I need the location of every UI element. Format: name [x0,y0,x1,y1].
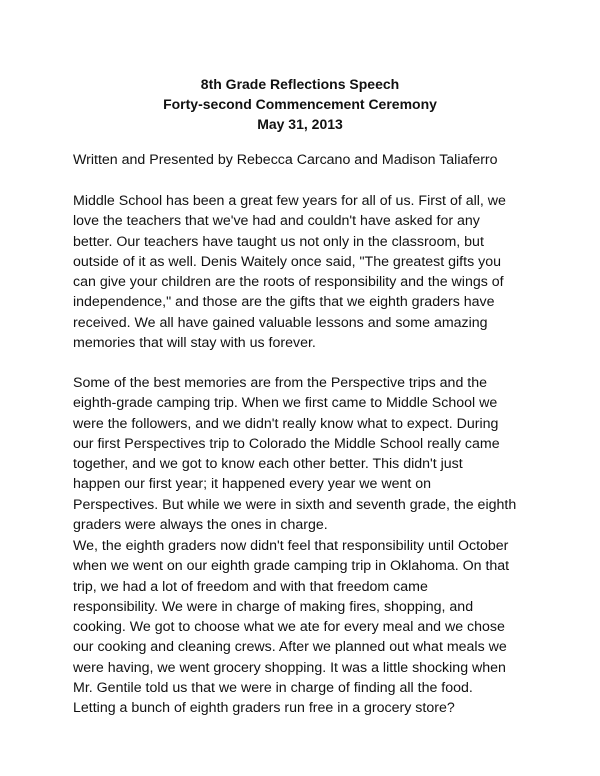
paragraph-line: happen our first year; it happened every year we went on [73,476,432,493]
paragraph-line: love the teachers that we've had and couldn't have asked for any [73,213,480,230]
paragraph-line: memories that will stay with us forever. [73,335,316,352]
paragraph-line: Middle School has been a great few years for all of us. First of all, we [73,193,506,209]
paragraph-line: Perspectives. But while we were in sixth and seventh grade, the eighth [73,496,517,513]
title-block [0,74,600,134]
paragraph-2 [73,373,573,535]
paragraph-line: graders were always the ones in charge. [73,517,328,534]
paragraph-line: can give your children are the roots of responsibility and the wings of [73,274,504,291]
paragraph-line: when we went on our eighth grade camping trip in Oklahoma. On that [73,558,510,575]
paragraph-line: our first Perspectives trip to Colorado the Middle School really came [73,435,500,452]
paragraph-line: received. We all have gained valuable lessons and some amazing [73,314,488,331]
speech-title: 8th Grade Reflections Speech [200,76,400,92]
paragraph-line: eighth-grade camping trip. When we first came to Middle School we [73,395,498,412]
paragraph-line: Letting a bunch of eighth graders run free in a grocery store? [73,700,455,717]
speech-date: May 31, 2013 [257,116,343,132]
paragraph-line: outside of it as well. Denis Waitely once said, "The greatest gifts you [73,253,501,270]
paragraph-line: Some of the best memories are from the Perspective trips and the [73,375,487,391]
paragraph-line: were the followers, and we didn't really know what to expect. During [73,415,499,432]
paragraph-line: Mr. Gentile told us that we were in charge of finding all the food. [73,680,473,697]
paragraph-line: our cooking and cleaning crews. After we planned out what meals we [73,639,507,656]
paragraph-1 [73,191,573,353]
paragraph-line: independence," and those are the gifts that we eighth graders have [73,294,495,311]
paragraph-3 [73,536,573,719]
paragraph-line: better. Our teachers have taught us not only in the classroom, but [73,233,484,250]
paragraph-line: responsibility. We were in charge of making fires, shopping, and [73,598,474,615]
paragraph-line: together, and we got to know each other better. This didn't just [73,456,463,473]
paragraph-line: We, the eighth graders now didn't feel that responsibility until October [73,538,509,554]
paragraph-line: were having, we went grocery shopping. It was a little shocking when [73,659,506,676]
author-byline: Written and Presented by Rebecca Carcano and Madison Taliaferro [73,152,498,168]
ceremony-subtitle: Forty-second Commencement Ceremony [163,96,437,112]
paragraph-line: cooking. We got to choose what we ate for every meal and we chose [73,619,505,636]
paragraph-line: trip, we had a lot of freedom and with that freedom came [73,578,428,595]
